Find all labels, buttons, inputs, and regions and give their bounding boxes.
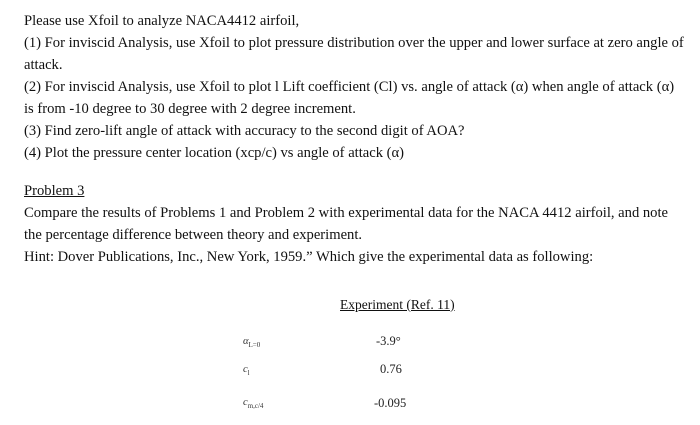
alpha-zero-lift-value: -3.9°: [376, 334, 401, 348]
hint-text: Hint: Dover Publications, Inc., New York, 1959.” Which give the experimental data as following:: [24, 249, 594, 265]
spacer: [24, 164, 684, 180]
lift-coefficient-symbol: [243, 364, 250, 377]
item-4: (4) Plot the pressure center location (xcp/c) vs angle of attack (α): [24, 145, 405, 161]
alpha-zero-lift-symbol: [243, 336, 260, 349]
lift-coefficient-symbol-sub: l: [247, 369, 250, 378]
moment-coefficient-symbol-sub: m,c/4: [247, 402, 264, 411]
experiment-header: Experiment (Ref. 11): [340, 297, 455, 312]
alpha-zero-lift-symbol-main: α: [243, 336, 249, 347]
moment-coefficient-symbol-main: c: [243, 397, 248, 408]
problem-document: [24, 10, 684, 268]
lift-coefficient-value: 0.76: [380, 362, 402, 376]
problem-heading: [24, 180, 684, 202]
item-2: (2) For inviscid Analysis, use Xfoil to plot l Lift coefficient (Cl) vs. angle of attack (α) when angle of attack (α) is from -10 degree to 30 degree with 2 degree increment.: [24, 79, 675, 117]
problem-heading-text: Problem 3: [24, 183, 85, 199]
lift-coefficient-symbol-main: c: [243, 364, 248, 375]
problem-text: Compare the results of Problems 1 and Problem 2 with experimental data for the NACA 4412 airfoil, and note the percentage difference between theory and experiment.: [24, 205, 669, 243]
intro-line: Please use Xfoil to analyze NACA4412 airfoil,: [24, 13, 300, 29]
moment-coefficient-symbol: [243, 397, 263, 410]
item-3: (3) Find zero-lift angle of attack with accuracy to the second digit of AOA?: [24, 123, 465, 139]
item-1: (1) For inviscid Analysis, use Xfoil to plot pressure distribution over the upper and lower surface at zero angle of attack.: [24, 35, 684, 73]
moment-coefficient-value: -0.095: [374, 396, 407, 410]
alpha-zero-lift-symbol-sub: L=0: [248, 341, 261, 350]
